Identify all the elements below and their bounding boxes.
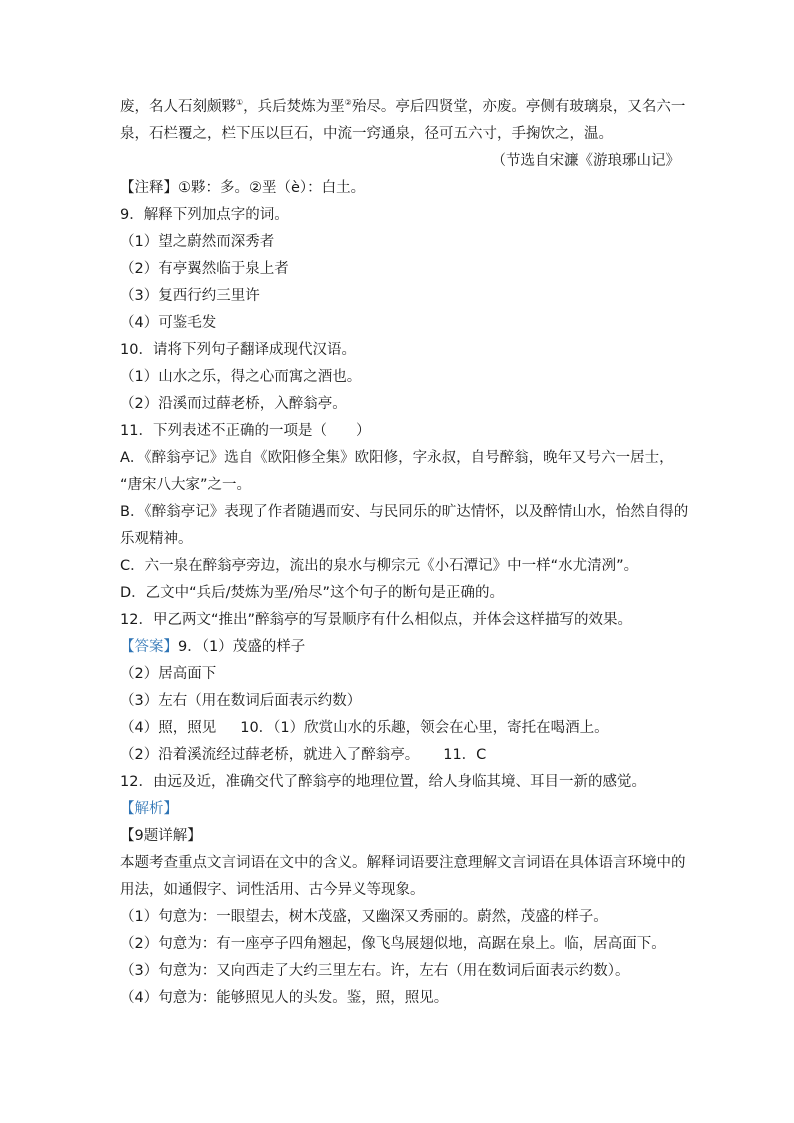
answer-line-1: 【答案】9．（1）茂盛的样子 <box>120 639 306 655</box>
passage-source: （节选自宋濂《游琅琊山记》 <box>491 153 680 169</box>
q12-stem: 12．甲乙两文“推出”醉翁亭的写景顺序有什么相似点，并体会这样描写的效果。 <box>120 612 632 628</box>
note-marker-2: ② <box>344 98 352 108</box>
q11-option-b: B．《醉翁亭记》表现了作者随遇而安、与民同乐的旷达情怀，以及醉情山水，怡然自得的 <box>120 504 689 520</box>
q11-option-a: A．《醉翁亭记》选自《欧阳修全集》欧阳修，字永叔，自号醉翁，晚年又号六一居士， <box>120 450 674 466</box>
q11-option-a-cont: “唐宋八大家”之一。 <box>120 477 252 493</box>
q11-option-c: C．六一泉在醉翁亭旁边，流出的泉水与柳宗元《小石潭记》中一样“水尤清冽”。 <box>120 558 639 574</box>
answer-line-4: （4）照，照见 10．（1）欣赏山水的乐趣，领会在心里，寄托在喝酒上。 <box>120 720 609 736</box>
answer-line-5: （2）沿着溪流经过薛老桥，就进入了醉翁亭。 11．C <box>120 747 487 763</box>
q9-item: （4）可鉴毛发 <box>120 315 217 331</box>
q10-item: （1）山水之乐，得之心而寓之酒也。 <box>120 369 362 385</box>
analysis-intro-2: 用法，如通假字、词性活用、古今异义等现象。 <box>120 882 425 898</box>
q9-item: （1）望之蔚然而深秀者 <box>120 234 275 250</box>
analysis-intro-1: 本题考查重点文言词语在文中的含义。解释词语要注意理解文言词语在具体语言环境中的 <box>120 855 686 871</box>
answer-line-2: （2）居高面下 <box>120 666 217 682</box>
q10-stem: 10．请将下列句子翻译成现代汉语。 <box>120 342 356 358</box>
q11-option-d: D．乙文中“兵后/焚炼为垩/殆尽”这个句子的断句是正确的。 <box>120 585 504 601</box>
q9-item: （3）复西行约三里许 <box>120 288 260 304</box>
analysis-item: （3）句意为：又向西走了大约三里左右。许，左右（用在数词后面表示约数）。 <box>120 963 630 979</box>
q10-item: （2）沿溪而过薛老桥，入醉翁亭。 <box>120 396 347 412</box>
answer-line-3: （3）左右（用在数词后面表示约数） <box>120 693 362 709</box>
q11-stem: 11．下列表述不正确的一项是（ ） <box>120 423 371 439</box>
answer-line-6: 12．由远及近，准确交代了醉翁亭的地理位置，给人身临其境、耳目一新的感觉。 <box>120 774 646 790</box>
note-marker-1: ① <box>236 98 244 108</box>
passage-line-1: 废，名人石刻颇夥①，兵后焚炼为垩②殆尽。亭后四贤堂，亦废。亭侧有玻璃泉，又名六一 <box>120 98 686 115</box>
passage-line-2: 泉，石栏覆之，栏下压以巨石，中流一窍通泉，径可五六寸，手掬饮之，温。 <box>120 126 613 142</box>
q9-stem: 9．解释下列加点字的词。 <box>120 207 289 223</box>
notes: 【注释】①夥：多。②垩（è）：白土。 <box>120 180 366 196</box>
q9-item: （2）有亭翼然临于泉上者 <box>120 261 289 277</box>
analysis-label: 【解析】 <box>120 801 178 817</box>
analysis-item: （2）句意为：有一座亭子四角翘起，像飞鸟展翅似地，高踞在泉上。临，居高面下。 <box>120 936 666 952</box>
analysis-item: （4）句意为：能够照见人的头发。鉴，照，照见。 <box>120 990 449 1006</box>
analysis-item: （1）句意为：一眼望去，树木茂盛，又幽深又秀丽的。蔚然，茂盛的样子。 <box>120 909 608 925</box>
answer-label: 【答案】 <box>120 639 178 655</box>
analysis-subheading: 【9题详解】 <box>120 828 202 844</box>
q11-option-b-cont: 乐观精神。 <box>120 531 193 547</box>
